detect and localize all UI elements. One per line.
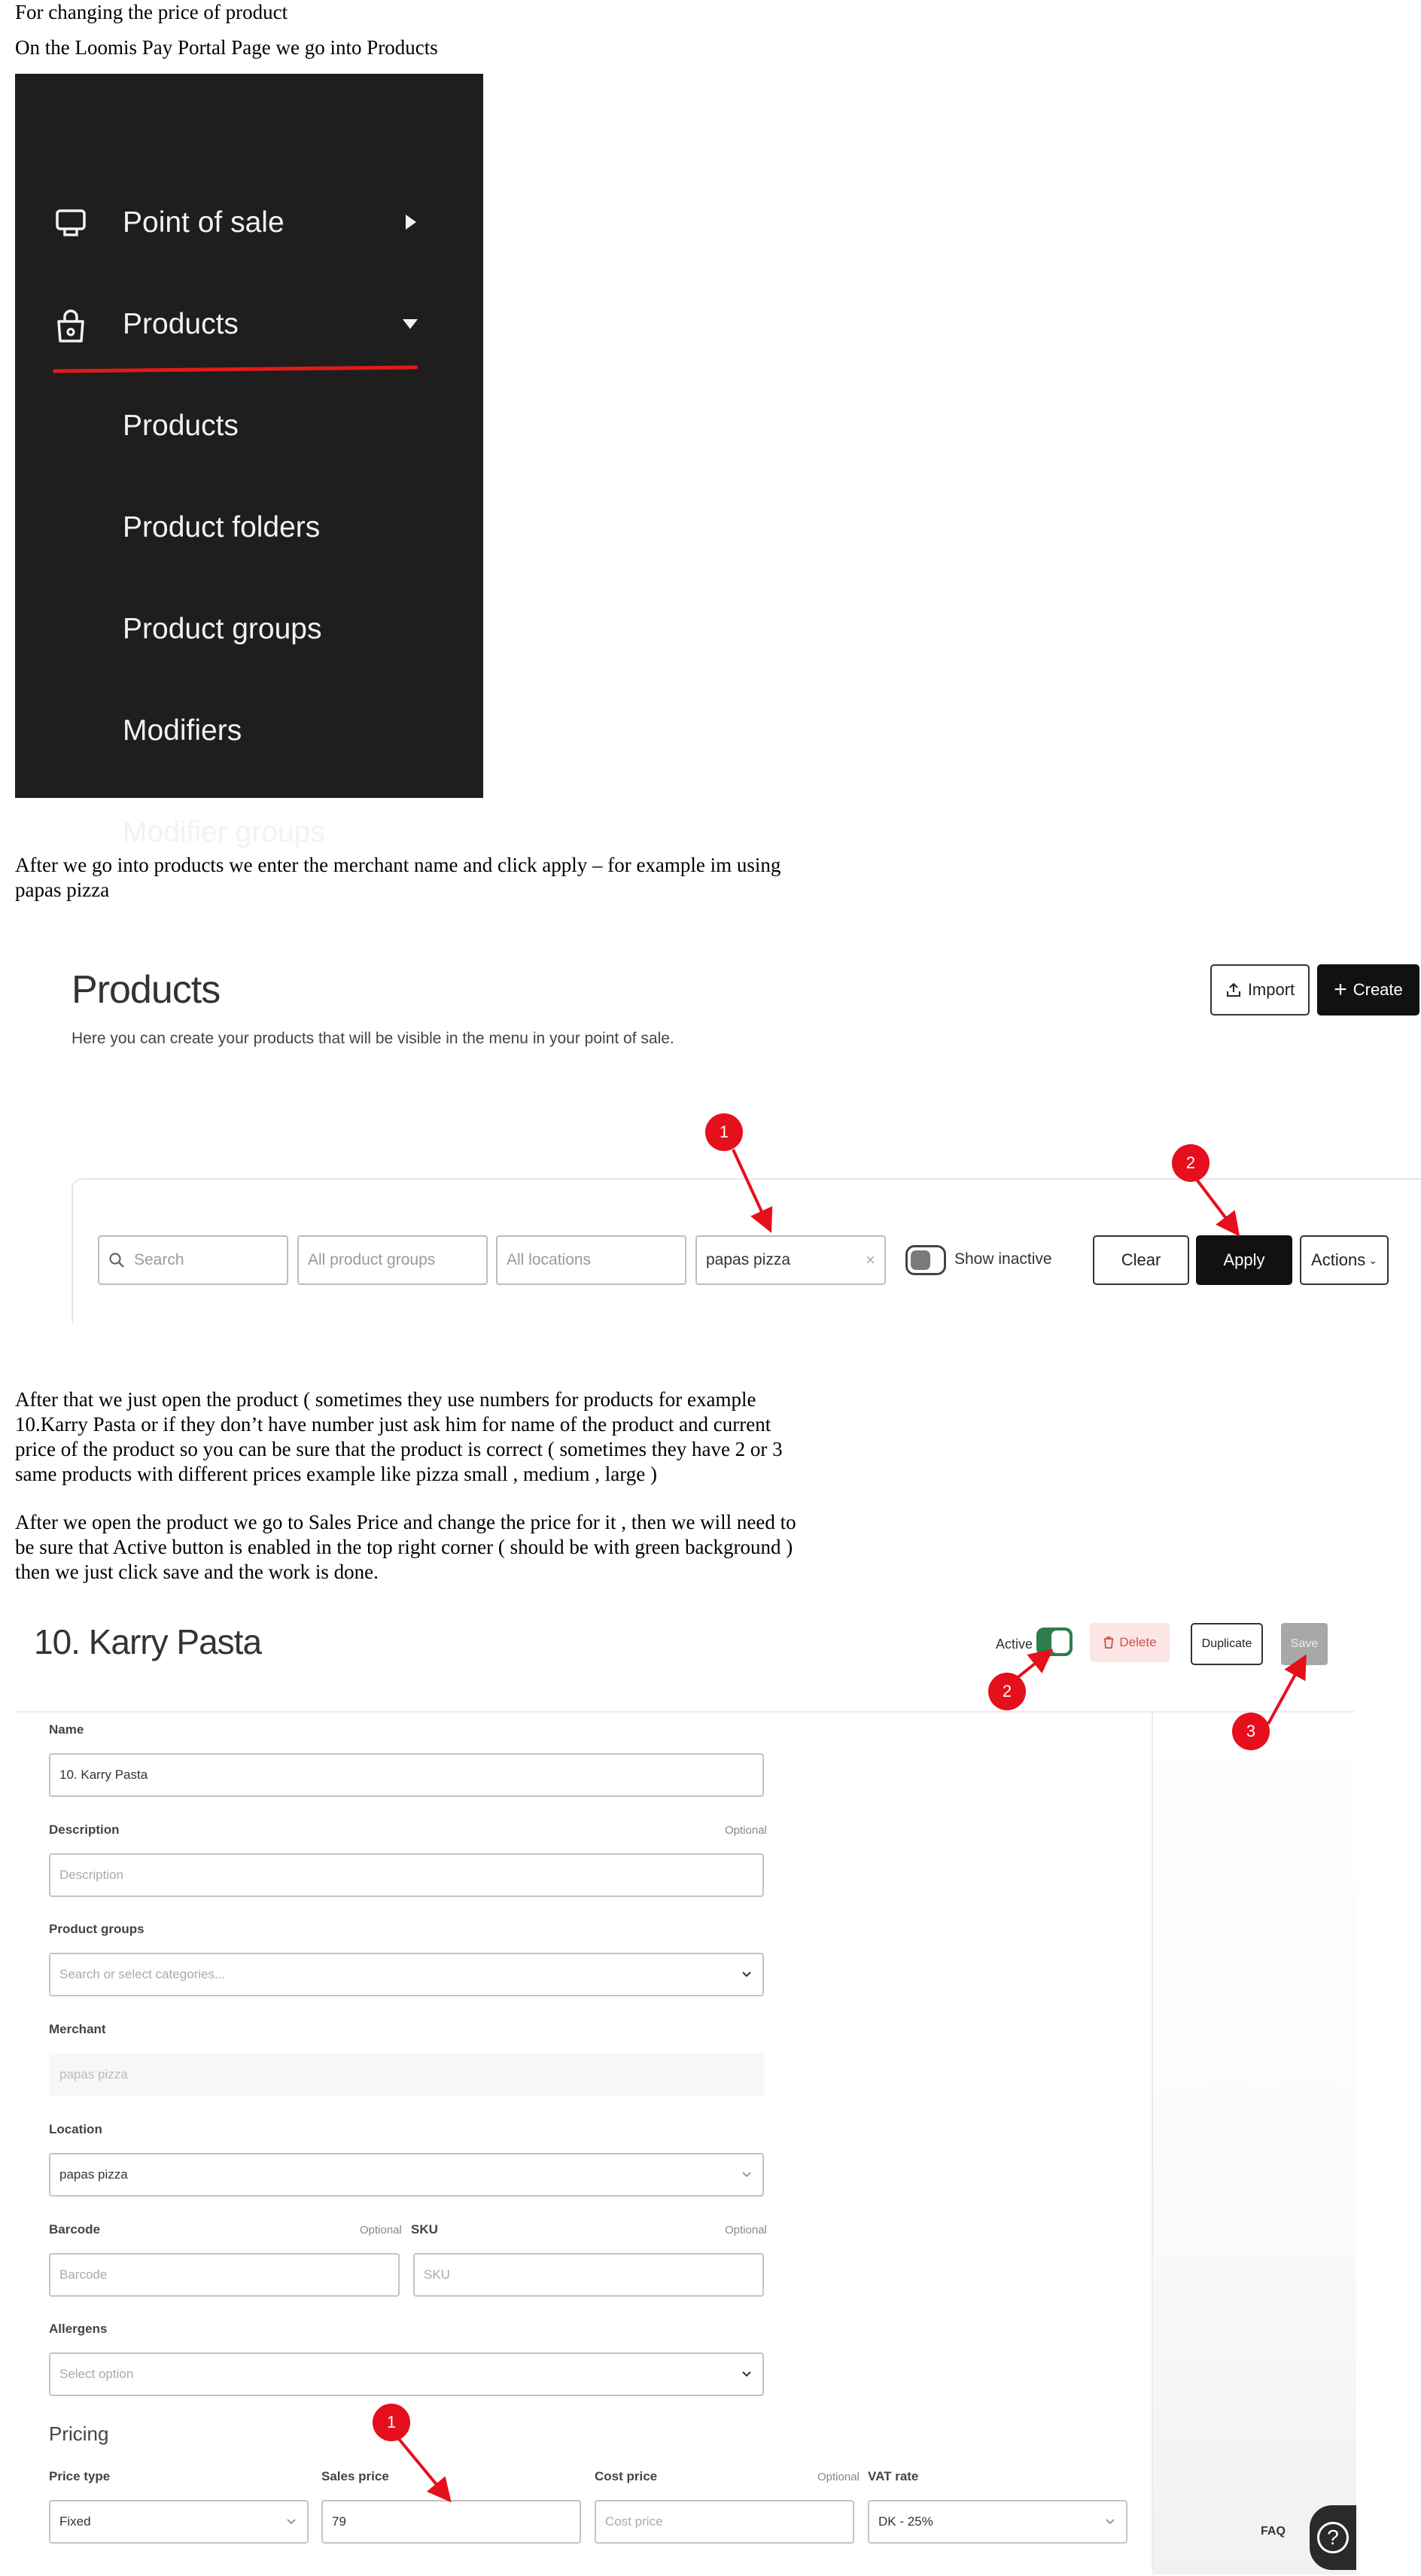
sidebar-subitem-label: Products (123, 410, 239, 442)
faq-link[interactable]: FAQ (1261, 2525, 1286, 2538)
plus-icon: + (1334, 977, 1347, 1002)
description-label: Description (49, 1822, 120, 1837)
cost-price-optional: Optional (817, 2471, 860, 2483)
sidebar-subitem-label: Product groups (123, 613, 322, 645)
barcode-optional: Optional (360, 2224, 402, 2236)
vat-rate-value: DK - 25% (878, 2514, 933, 2529)
monitor-icon (50, 203, 92, 245)
products-page-screenshot (45, 952, 1421, 1321)
shopping-bag-icon (50, 305, 92, 347)
sidebar-item-label: Point of sale (123, 206, 285, 239)
pricing-heading: Pricing (49, 2422, 109, 2445)
sku-optional: Optional (725, 2224, 767, 2236)
doc-para3-line3: price of the product so you can be sure that the product is correct ( sometimes they have 2 or 3 (15, 1438, 783, 1460)
doc-line-title: For changing the price of product (15, 1, 288, 23)
vat-rate-label: VAT rate (868, 2469, 919, 2483)
actions-label: Actions (1311, 1250, 1366, 1269)
annotation-badge-3: 3 (1232, 1713, 1270, 1750)
create-label: Create (1353, 980, 1403, 999)
cost-price-placeholder: Cost price (605, 2514, 663, 2529)
description-optional: Optional (725, 1824, 767, 1837)
name-value: 10. Karry Pasta (59, 1768, 148, 1782)
apply-label: Apply (1223, 1250, 1265, 1269)
description-placeholder: Description (59, 1868, 124, 1882)
delete-label: Delete (1119, 1635, 1157, 1649)
allergens-placeholder: Select option (59, 2367, 134, 2381)
doc-para2-line2: papas pizza (15, 878, 110, 901)
annotation-arrow-1 (399, 2439, 446, 2495)
sidebar-subitem-label: Modifiers (123, 714, 242, 747)
sidebar-subitem-label: Modifier groups (123, 816, 325, 848)
sidebar-subitem-label: Product folders (123, 511, 321, 544)
show-inactive-label: Show inactive (954, 1250, 1052, 1268)
chevron-down-icon: ⌄ (1368, 1253, 1377, 1266)
sidebar-subitem-product-groups[interactable] (15, 601, 483, 661)
annotation-arrows (15, 1611, 1415, 2576)
page-subtitle: Here you can create your products that will be visible in the menu in your point of sale. (72, 1030, 674, 1047)
caret-down-icon (399, 312, 421, 335)
doc-para3-line4: same products with different prices example like pizza small , medium , large ) (15, 1463, 657, 1485)
duplicate-label: Duplicate (1201, 1637, 1252, 1650)
sales-price-label: Sales price (321, 2469, 389, 2483)
annotation-badge-2: 2 (1172, 1144, 1210, 1182)
doc-para4-line2: be sure that Active button is enabled in the top right corner ( should be with green background ) (15, 1536, 793, 1558)
sidebar-screenshot (15, 74, 483, 848)
location-label: Location (49, 2122, 102, 2136)
product-title: 10. Karry Pasta (34, 1622, 262, 1661)
annotation-arrows (45, 952, 1421, 1321)
question-icon: ? (1317, 2522, 1349, 2553)
product-detail-screenshot (15, 1611, 1415, 2576)
sales-price-value: 79 (332, 2514, 346, 2529)
sidebar-subitem-modifiers[interactable] (15, 702, 483, 763)
import-label: Import (1247, 980, 1295, 999)
product-groups-placeholder: All product groups (308, 1251, 436, 1268)
annotation-badge-1: 1 (373, 2404, 410, 2441)
annotation-badge-1: 1 (705, 1113, 743, 1151)
product-groups-placeholder: Search or select categories... (59, 1967, 226, 1981)
price-type-label: Price type (49, 2469, 111, 2483)
barcode-label: Barcode (49, 2222, 101, 2236)
doc-para4-line1: After we open the product we go to Sales Price and change the price for it , then we will need to (15, 1511, 796, 1533)
caret-right-icon (399, 211, 421, 233)
doc-para3-line1: After that we just open the product ( sometimes they use numbers for products for example (15, 1388, 756, 1411)
merchant-value: papas pizza (59, 2067, 128, 2081)
active-label: Active (996, 1637, 1033, 1652)
annotation-arrow-1 (733, 1149, 768, 1225)
doc-para2-line1: After we go into products we enter the merchant name and click apply – for example im using (15, 854, 781, 876)
sidebar-item-label: Products (123, 308, 239, 340)
clear-label: Clear (1121, 1250, 1161, 1269)
name-label: Name (49, 1722, 84, 1737)
search-placeholder: Search (134, 1251, 184, 1268)
sku-placeholder: SKU (424, 2267, 450, 2282)
doc-line-intro: On the Loomis Pay Portal Page we go into Products (15, 36, 438, 59)
sidebar-item-products[interactable] (15, 296, 483, 356)
product-groups-label: Product groups (49, 1922, 145, 1936)
annotation-arrow-2 (1016, 1655, 1046, 1679)
page-title: Products (72, 968, 221, 1012)
location-value: papas pizza (59, 2167, 128, 2182)
annotation-badge-2: 2 (988, 1673, 1026, 1710)
annotation-arrow-2 (1197, 1180, 1234, 1229)
merchant-label: Merchant (49, 2022, 106, 2036)
allergens-label: Allergens (49, 2322, 108, 2336)
sidebar-subitem-products[interactable] (15, 397, 483, 458)
price-type-value: Fixed (59, 2514, 91, 2529)
save-label: Save (1290, 1637, 1319, 1650)
sku-label: SKU (411, 2222, 438, 2236)
sidebar-item-point-of-sale[interactable] (15, 194, 483, 254)
red-underline-annotation (53, 365, 418, 373)
clear-x-icon[interactable]: × (866, 1250, 875, 1269)
barcode-placeholder: Barcode (59, 2267, 108, 2282)
annotation-arrow-3 (1268, 1662, 1302, 1724)
doc-para4-line3: then we just click save and the work is done. (15, 1561, 379, 1583)
sidebar-subitem-product-folders[interactable] (15, 499, 483, 559)
merchant-filter-value: papas pizza (706, 1251, 791, 1268)
doc-para3-line2: 10.Karry Pasta or if they don’t have number just ask him for name of the product and current (15, 1413, 771, 1436)
cost-price-label: Cost price (595, 2469, 658, 2483)
locations-placeholder: All locations (507, 1251, 592, 1268)
